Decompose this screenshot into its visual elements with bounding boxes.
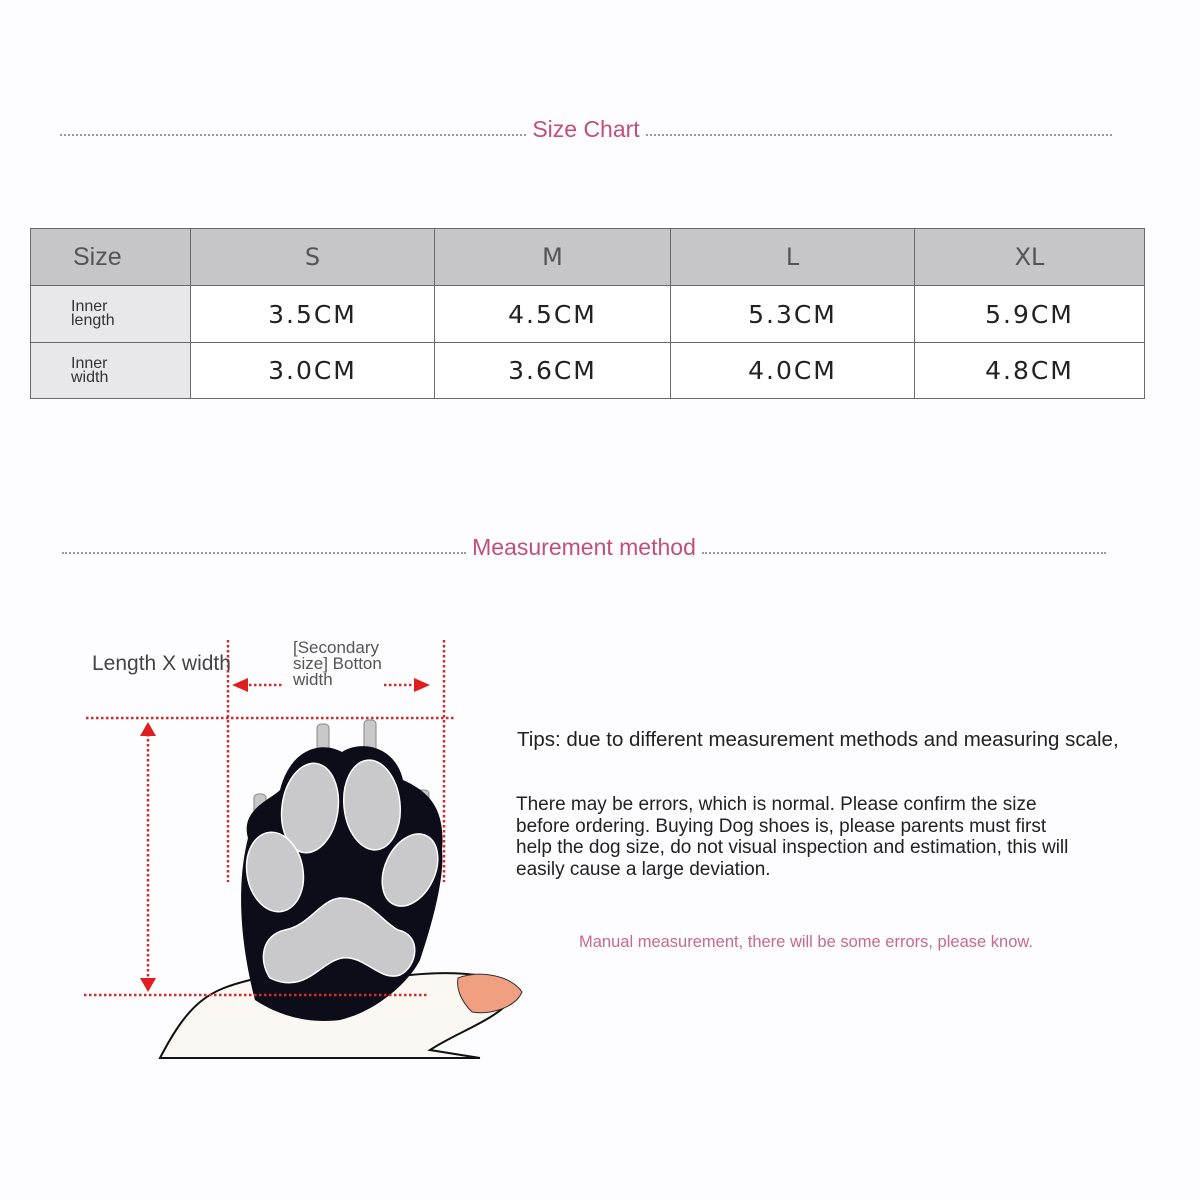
cell-width-l: 4.0CM [671,343,915,399]
row-label-line2: width [71,368,109,386]
size-header-m: M [435,229,671,286]
tips-heading: Tips: due to different measurement methods and measuring scale, [517,728,1119,751]
size-chart-title: Size Chart [532,116,640,142]
table-row-inner-length [31,286,1145,343]
secondary-label-line2: size] Botton [293,654,382,673]
paw-measurement-diagram [80,630,540,1070]
dotted-divider-right [702,552,1106,554]
size-chart-heading [60,112,1112,142]
cell-length-l: 5.3CM [671,286,915,343]
cell-width-m: 3.6CM [435,343,671,399]
cell-length-xl: 5.9CM [915,286,1145,343]
manual-measurement-note: Manual measurement, there will be some errors, please know. [579,933,1033,951]
row-label-inner-width [31,343,191,399]
dotted-divider-left [60,134,526,136]
cell-width-s: 3.0CM [191,343,435,399]
size-header-s: S [191,229,435,286]
tips-body: There may be errors, which is normal. Please confirm the size before ordering. Buying Dog shoes is, please parents must first help the dog size, do not visual inspection and estimation, this will easily cause a large deviation. [516,794,1069,880]
measurement-method-title: Measurement method [472,534,696,560]
row-label-inner-length [31,286,191,343]
size-header-xl: XL [915,229,1145,286]
cell-length-m: 4.5CM [435,286,671,343]
dotted-divider-left [62,552,466,554]
cell-length-s: 3.5CM [191,286,435,343]
size-header-l: L [671,229,915,286]
secondary-label-line1: [Secondary [293,638,379,657]
secondary-size-label [293,640,382,688]
row-label-line2: length [71,312,115,329]
size-header-label: Size [31,229,191,286]
size-table [30,228,1145,399]
table-row-inner-width [31,343,1145,399]
row-label-line1: Inner [71,298,108,315]
dotted-divider-right [646,134,1112,136]
row-label-line1: Inner [71,354,108,372]
secondary-label-line3: width [293,670,333,689]
paw-illustration-icon [80,630,540,1070]
table-header-row [31,229,1145,286]
length-x-width-label: Length X width [92,652,231,675]
cell-width-xl: 4.8CM [915,343,1145,399]
measurement-method-heading [62,530,1106,560]
